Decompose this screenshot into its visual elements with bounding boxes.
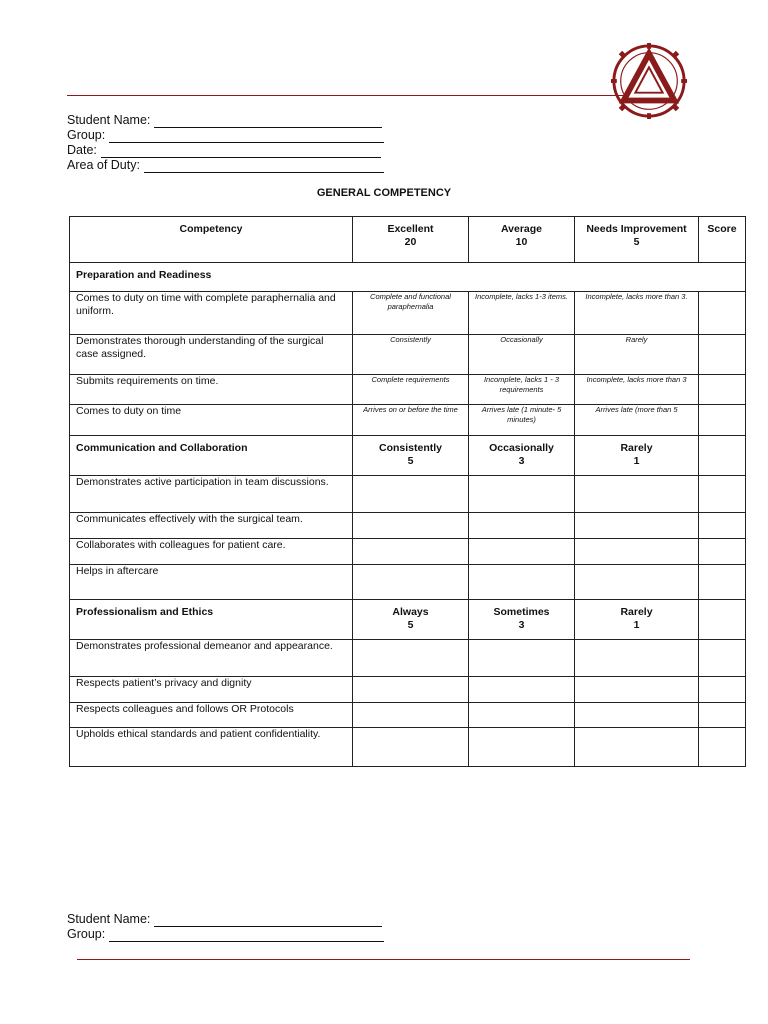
competency-item: Comes to duty on time	[70, 405, 353, 436]
rating-cell[interactable]	[469, 476, 575, 513]
criteria-needs-improvement: Incomplete, lacks more than 3.	[575, 292, 699, 335]
competency-item: Demonstrates thorough understanding of the surgical case assigned.	[70, 335, 353, 375]
table-row	[70, 375, 746, 405]
rating-cell[interactable]	[353, 677, 469, 703]
score-cell[interactable]	[699, 476, 746, 513]
rating-cell[interactable]	[575, 565, 699, 600]
score-cell	[699, 436, 746, 476]
fill-line	[144, 161, 384, 173]
criteria-excellent: Consistently	[353, 335, 469, 375]
section-header-row	[70, 436, 746, 476]
page-title: GENERAL COMPETENCY	[316, 187, 452, 199]
table-row	[70, 476, 746, 513]
score-cell[interactable]	[699, 728, 746, 767]
score-cell	[699, 600, 746, 640]
section-title: Preparation and Readiness	[70, 263, 746, 292]
rating-header: Sometimes 3	[469, 600, 575, 640]
fill-line	[154, 116, 382, 128]
rating-cell[interactable]	[575, 539, 699, 565]
competency-item: Submits requirements on time.	[70, 375, 353, 405]
competency-item: Demonstrates professional demeanor and appearance.	[70, 640, 353, 677]
rating-cell[interactable]	[575, 703, 699, 728]
rating-cell[interactable]	[469, 539, 575, 565]
fill-line	[154, 915, 382, 927]
score-cell[interactable]	[699, 640, 746, 677]
column-header-needs-improvement: Needs Improvement 5	[575, 217, 699, 263]
footer-fields	[67, 912, 384, 942]
table-row	[70, 703, 746, 728]
group-field[interactable]: Group:	[67, 927, 384, 942]
criteria-average: Occasionally	[469, 335, 575, 375]
criteria-excellent: Arrives on or before the time	[353, 405, 469, 436]
rating-header: Always 5	[353, 600, 469, 640]
criteria-needs-improvement: Incomplete, lacks more than 3	[575, 375, 699, 405]
fill-line	[109, 930, 384, 942]
rating-cell[interactable]	[575, 640, 699, 677]
table-row	[70, 565, 746, 600]
table-header-row	[70, 217, 746, 263]
rating-cell[interactable]	[469, 703, 575, 728]
rating-cell[interactable]	[575, 476, 699, 513]
rating-cell[interactable]	[575, 728, 699, 767]
section-header-row	[70, 263, 746, 292]
score-cell[interactable]	[699, 703, 746, 728]
student-name-field[interactable]: Student Name:	[67, 113, 384, 128]
competency-item: Helps in aftercare	[70, 565, 353, 600]
competency-item: Demonstrates active participation in team discussions.	[70, 476, 353, 513]
group-field[interactable]: Group:	[67, 128, 384, 143]
column-header-average: Average 10	[469, 217, 575, 263]
criteria-average: Arrives late (1 minute- 5 minutes)	[469, 405, 575, 436]
table-row	[70, 405, 746, 436]
competency-item: Respects patient’s privacy and dignity	[70, 677, 353, 703]
competency-item: Respects colleagues and follows OR Protocols	[70, 703, 353, 728]
competency-item: Communicates effectively with the surgical team.	[70, 513, 353, 539]
rating-header: Occasionally 3	[469, 436, 575, 476]
table-row	[70, 335, 746, 375]
rating-cell[interactable]	[469, 728, 575, 767]
rating-cell[interactable]	[469, 565, 575, 600]
rating-cell[interactable]	[469, 513, 575, 539]
section-header-row	[70, 600, 746, 640]
criteria-average: Incomplete, lacks 1-3 items.	[469, 292, 575, 335]
criteria-excellent: Complete requirements	[353, 375, 469, 405]
rating-cell[interactable]	[353, 703, 469, 728]
column-header-competency: Competency	[70, 217, 353, 263]
section-title: Communication and Collaboration	[70, 436, 353, 476]
school-seal-logo	[610, 42, 688, 120]
date-field[interactable]: Date:	[67, 143, 384, 158]
rating-cell[interactable]	[469, 677, 575, 703]
competency-item: Collaborates with colleagues for patient care.	[70, 539, 353, 565]
fill-line	[109, 131, 384, 143]
rating-cell[interactable]	[353, 539, 469, 565]
score-cell[interactable]	[699, 405, 746, 436]
section-title: Professionalism and Ethics	[70, 600, 353, 640]
table-row	[70, 677, 746, 703]
footer-rule	[77, 959, 690, 960]
rating-header: Consistently 5	[353, 436, 469, 476]
criteria-needs-improvement: Arrives late (more than 5	[575, 405, 699, 436]
criteria-average: Incomplete, lacks 1 - 3 requirements	[469, 375, 575, 405]
rating-cell[interactable]	[575, 677, 699, 703]
rating-header: Rarely 1	[575, 436, 699, 476]
rating-cell[interactable]	[469, 640, 575, 677]
table-row	[70, 292, 746, 335]
rating-cell[interactable]	[353, 513, 469, 539]
score-cell[interactable]	[699, 539, 746, 565]
table-row	[70, 513, 746, 539]
header-rule	[67, 95, 624, 96]
area-of-duty-field[interactable]: Area of Duty:	[67, 158, 384, 173]
student-name-field[interactable]: Student Name:	[67, 912, 384, 927]
competency-item: Comes to duty on time with complete paraphernalia and uniform.	[70, 292, 353, 335]
score-cell[interactable]	[699, 292, 746, 335]
score-cell[interactable]	[699, 565, 746, 600]
criteria-needs-improvement: Rarely	[575, 335, 699, 375]
score-cell[interactable]	[699, 335, 746, 375]
column-header-excellent: Excellent 20	[353, 217, 469, 263]
rating-cell[interactable]	[575, 513, 699, 539]
criteria-excellent: Complete and functional paraphernalia	[353, 292, 469, 335]
score-cell[interactable]	[699, 375, 746, 405]
rating-cell[interactable]	[353, 728, 469, 767]
table-row	[70, 539, 746, 565]
score-cell[interactable]	[699, 513, 746, 539]
competency-table	[69, 216, 746, 767]
student-info-fields	[67, 113, 384, 173]
rating-cell[interactable]	[353, 476, 469, 513]
competency-item: Upholds ethical standards and patient confidentiality.	[70, 728, 353, 767]
table-row	[70, 728, 746, 767]
rating-cell[interactable]	[353, 640, 469, 677]
table-row	[70, 640, 746, 677]
score-cell[interactable]	[699, 677, 746, 703]
rating-cell[interactable]	[353, 565, 469, 600]
fill-line	[101, 146, 381, 158]
rating-header: Rarely 1	[575, 600, 699, 640]
column-header-score: Score	[699, 217, 746, 263]
